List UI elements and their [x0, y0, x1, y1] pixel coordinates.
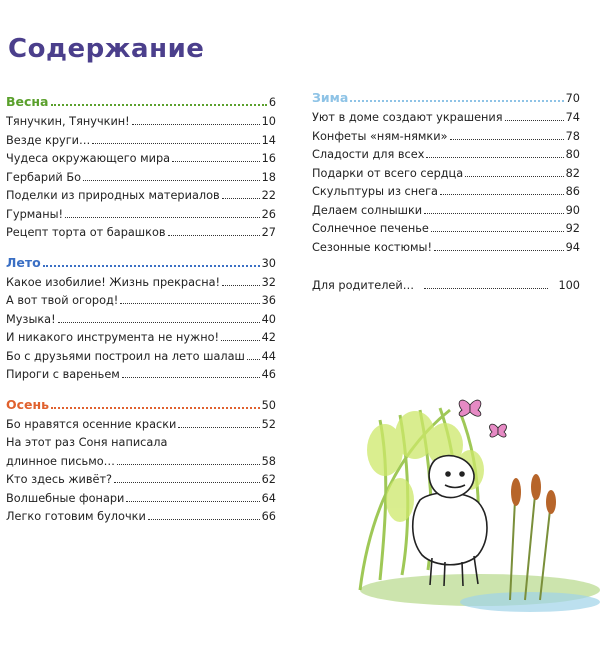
entry-title: Волшебные фонари: [6, 491, 125, 505]
page-number: 42: [261, 331, 276, 344]
toc-entry[interactable]: [312, 146, 580, 165]
page-number: 78: [565, 129, 580, 143]
page-number: 92: [565, 222, 580, 235]
toc-entry[interactable]: [312, 165, 580, 184]
toc-entry[interactable]: [6, 274, 276, 293]
entry-title: Конфеты «ням-нямки»: [312, 129, 448, 143]
page-number: 82: [565, 166, 580, 180]
page-number: 46: [261, 368, 276, 381]
section-winter: [312, 88, 580, 257]
entry-title: Подарки от всего сердца: [312, 166, 464, 180]
entry-title: Скульптуры из снега: [312, 185, 438, 198]
toc-entry[interactable]: [6, 366, 276, 385]
page-number: 52: [261, 417, 276, 431]
entry-title: Пироги с вареньем: [6, 368, 120, 381]
entry-title: Легко готовим булочки: [6, 510, 146, 523]
entry-title: Поделки из природных материалов: [6, 189, 220, 202]
toc-entry[interactable]: [6, 434, 276, 453]
page-number: 70: [565, 92, 580, 105]
toc-entry[interactable]: [312, 109, 580, 128]
page-number: 94: [565, 240, 580, 254]
page-number: 64: [261, 491, 276, 505]
page-number: 30: [261, 256, 276, 270]
page-number: 86: [565, 185, 580, 198]
entry-title: Уют в доме создают украшения: [312, 111, 503, 124]
page-number: 6: [268, 96, 276, 109]
entry-title: Кто здесь живёт?: [6, 473, 113, 486]
toc-entry[interactable]: [312, 183, 580, 202]
toc-entry-parents[interactable]: [312, 277, 580, 296]
entry-title: Сладости для всех: [312, 148, 425, 161]
section-heading-summer[interactable]: [6, 253, 276, 274]
section-heading-winter[interactable]: [312, 88, 580, 109]
page-number: 22: [261, 189, 276, 202]
entry-title: А вот твой огород!: [6, 294, 119, 307]
page-number: 40: [261, 312, 276, 326]
entry-title: Бо с друзьями построил на лето шалаш: [6, 349, 245, 363]
section-heading-autumn[interactable]: [6, 395, 276, 416]
entry-title: Бо нравятся осенние краски: [6, 417, 177, 431]
toc-entry[interactable]: [6, 292, 276, 311]
entry-title: Солнечное печенье: [312, 222, 429, 235]
water-wash: [460, 592, 600, 612]
page-number: 100: [558, 279, 580, 292]
section-spring: [6, 92, 276, 243]
toc-entry[interactable]: [6, 453, 276, 472]
entry-title: Какое изобилие! Жизнь прекрасна!: [6, 275, 221, 289]
toc-left-column: [6, 92, 276, 535]
page-number: 36: [261, 294, 276, 307]
entry-title: Тянучкин, Тянучкин!: [6, 115, 130, 128]
entry-title: Рецепт торта от барашков: [6, 226, 166, 239]
toc-entry[interactable]: [6, 132, 276, 151]
entry-title: Гурманы!: [6, 207, 64, 221]
toc-entry[interactable]: [6, 206, 276, 225]
toc-entry[interactable]: [312, 202, 580, 221]
toc-entry[interactable]: [6, 150, 276, 169]
page-number: 74: [565, 111, 580, 124]
page-number: 18: [261, 170, 276, 184]
toc-entry[interactable]: [6, 224, 276, 243]
toc-entry[interactable]: [6, 508, 276, 527]
page-number: 14: [261, 133, 276, 147]
entry-title: Сезонные костюмы!: [312, 240, 432, 254]
toc-entry[interactable]: [6, 348, 276, 367]
entry-title: На этот раз Соня написала: [6, 436, 168, 449]
page-number: 62: [261, 473, 276, 486]
entry-title: И никакого инструмента не нужно!: [6, 331, 220, 344]
page-number: 44: [261, 349, 276, 363]
toc-entry[interactable]: [6, 187, 276, 206]
page-number: 10: [261, 115, 276, 128]
page-number: 16: [261, 152, 276, 165]
toc-entry[interactable]: [312, 220, 580, 239]
section-title: Весна: [6, 94, 49, 109]
sheep-illustration: [340, 390, 600, 620]
toc-entry[interactable]: [6, 490, 276, 509]
toc-entry[interactable]: [6, 471, 276, 490]
page-title: Содержание: [8, 34, 205, 64]
page-number: 90: [565, 203, 580, 217]
page-number: 32: [261, 275, 276, 289]
butterfly-icon: [490, 424, 507, 437]
toc-entry[interactable]: [6, 169, 276, 188]
entry-title: Гербарий Бо: [6, 170, 82, 184]
entry-title: Чудеса окружающего мира: [6, 152, 171, 165]
butterfly-icon: [459, 400, 481, 416]
page-number: 66: [261, 510, 276, 523]
section-title: Зима: [312, 90, 349, 105]
page-number: 50: [261, 398, 276, 412]
entry-title: Делаем солнышки: [312, 203, 423, 217]
section-title: Лето: [6, 254, 41, 270]
section-summer: [6, 253, 276, 385]
page-number: 27: [261, 226, 276, 239]
entry-title: Для родителей…: [312, 279, 415, 292]
section-heading-spring[interactable]: [6, 92, 276, 113]
toc-right-column: [312, 88, 580, 296]
section-autumn: [6, 395, 276, 527]
toc-entry[interactable]: [6, 113, 276, 132]
page-number: 80: [565, 148, 580, 161]
toc-entry[interactable]: [6, 329, 276, 348]
entry-title: длинное письмо…: [6, 454, 115, 468]
toc-entry[interactable]: [6, 311, 276, 330]
page-number: 58: [261, 454, 276, 468]
entry-title: Везде круги…: [6, 133, 91, 147]
toc-entry[interactable]: [6, 416, 276, 435]
entry-title: Музыка!: [6, 312, 56, 326]
section-title: Осень: [6, 396, 50, 412]
toc-entry[interactable]: [312, 239, 580, 258]
toc-entry[interactable]: [312, 128, 580, 147]
page-number: 26: [261, 207, 276, 221]
